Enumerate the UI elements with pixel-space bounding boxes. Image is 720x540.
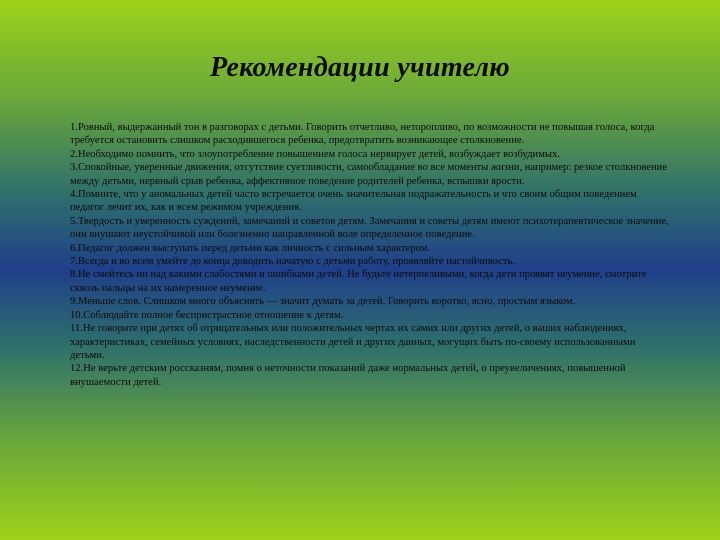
recommendation-item: 7.Всегда и во всем умейте до конца доводить начатую с детьми работу, проявляйте настойчивость.: [70, 256, 516, 268]
slide-title: Рекомендации учителю: [210, 52, 510, 83]
recommendation-item: 8.Не смейтесь ни над какими слабостями и ошибками детей. Не будьте нетерпеливыми, когда дети проявят неумение, смотрите сквозь пальцы на их намеренное неумение.: [70, 269, 647, 294]
recommendation-item: 1.Ровный, выдержанный тон в разговорах с детьми. Говорить отчетливо, неторопливо, по возможности не повышая голоса, когда требуется остановить слишком расходившегося ребенка, предотвратить возникающее столкновение.: [70, 122, 655, 147]
recommendation-item: 3.Спокойные, уверенные движения, отсутствие суетливости, самообладание во все моменты жизни, например: резкое столкновение между детьми, нервный срыв ребенка, аффективное поведение родителей ребенка, вспышки ярости.: [70, 162, 668, 187]
recommendation-item: 12.Не верьте детским россказням, помня о неточности показаний даже нормальных детей, о преувеличениях, повышенной внушаемости детей.: [70, 363, 626, 388]
recommendation-item: 6.Педагог должен выступать перед детьми как личность с сильным характером.: [70, 242, 431, 254]
recommendation-item: 5.Твердость и уверенность суждений, замечаний и советов детям. Замечания и советы детям имеют психотерапевтическое значение, они внушают неустойчивой или болезненно направленной воле определенное поведение.: [70, 215, 669, 241]
recommendation-item: 11.Не говорите при детях об отрицательных или положительных чертах их самих или других детей, о ваших наблюдениях, характеристиках, семейных условиях, наследственности детей и других данных, могущих быть по-своему использованными детьми.: [70, 323, 636, 361]
recommendation-item: 2.Необходимо помнить, что злоупотребление повышением голоса нервирует детей, возбуждает возбудимых.: [70, 148, 560, 160]
recommendation-item: 10.Соблюдайте полное беспристрастное отношение к детям.: [70, 309, 344, 321]
recommendation-item: 9.Меньше слов. Слишком много объяснять — значит думать за детей. Говорить коротко, ясно, простым языком.: [70, 296, 576, 308]
recommendations-list: [70, 121, 670, 389]
recommendation-item: 4.Помните, что у аномальных детей часто встречается очень значительная подражательность и что своим общим поведением педагог лечит их, как и всем режимом учреждения.: [70, 189, 637, 214]
